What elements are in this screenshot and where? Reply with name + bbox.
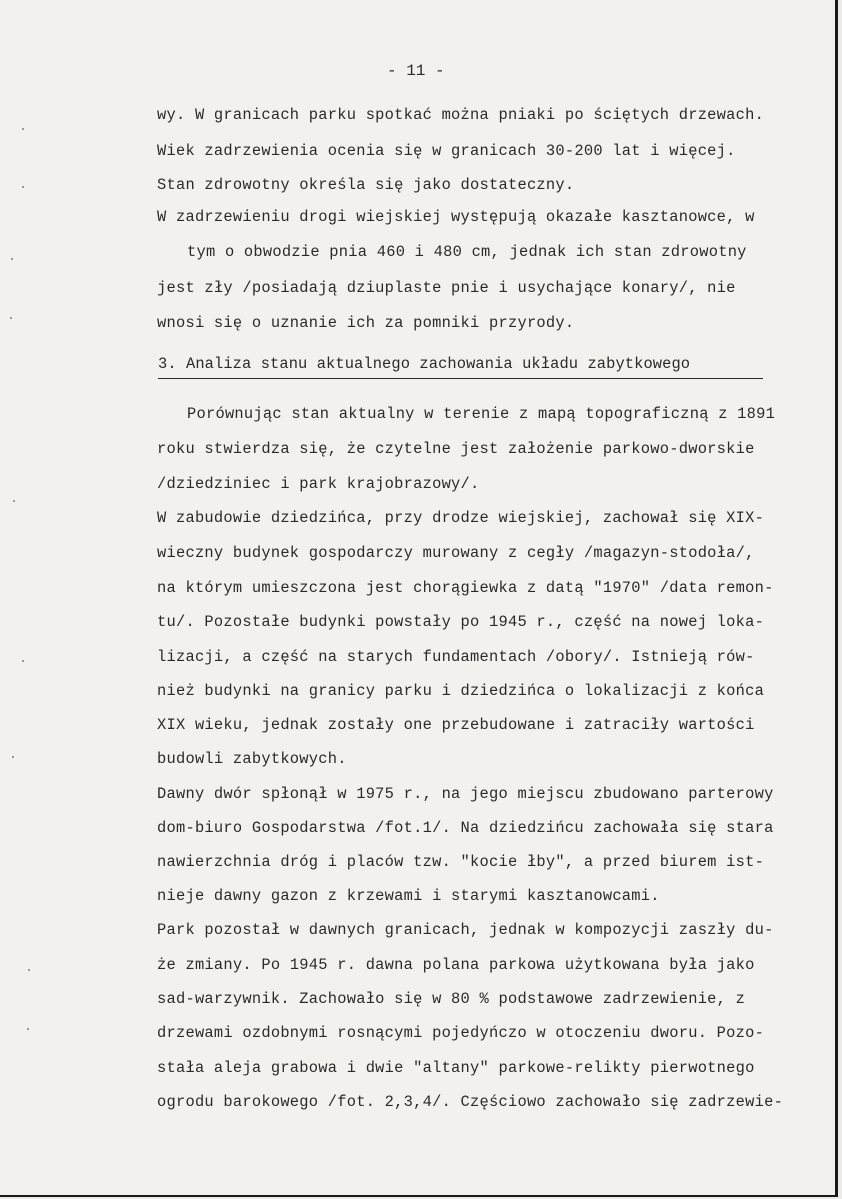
text-line: jest zły /posiadają dziuplaste pnie i usychające konary/, nie	[157, 279, 736, 297]
text-line: W zadrzewieniu drogi wiejskiej występują okazałe kasztanowce, w	[157, 208, 755, 226]
heading-underline	[158, 378, 763, 379]
page-number: - 11 -	[387, 62, 445, 80]
text-line: wnosi się o uznanie ich za pomniki przyrody.	[157, 314, 575, 332]
text-line: ogrodu barokowego /fot. 2,3,4/. Częściowo zachowało się zadrzewie-	[157, 1093, 784, 1111]
text-line: W zabudowie dziedzińca, przy drodze wiejskiej, zachował się XIX-	[157, 509, 765, 527]
text-line: drzewami ozdobnymi rosnącymi pojedyńczo w otoczeniu dworu. Pozo-	[157, 1024, 765, 1042]
scan-speck	[22, 186, 24, 188]
section-heading: 3. Analiza stanu aktualnego zachowania układu zabytkowego	[158, 355, 691, 373]
scan-speck	[10, 317, 12, 319]
text-line: Stan zdrowotny określa się jako dostateczny.	[157, 176, 575, 194]
scan-speck	[22, 660, 24, 662]
text-line: Wiek zadrzewienia ocenia się w granicach 30-200 lat i więcej.	[157, 142, 736, 160]
scan-speck	[11, 258, 13, 260]
scan-speck	[12, 756, 14, 758]
text-line: stała aleja grabowa i dwie "altany" parkowe-relikty pierwotnego	[157, 1059, 755, 1077]
text-line: na którym umieszczona jest chorągiewka z datą "1970" /data remon-	[157, 579, 774, 597]
scan-speck	[13, 500, 15, 502]
text-line: wy. W granicach parku spotkać można pniaki po ściętych drzewach.	[157, 106, 765, 124]
text-line: tym o obwodzie pnia 460 i 480 cm, jednak ich stan zdrowotny	[187, 243, 747, 261]
text-line: dom-biuro Gospodarstwa /fot.1/. Na dziedzińcu zachowała się stara	[157, 819, 774, 837]
text-line: Porównując stan aktualny w terenie z mapą topograficzną z 1891	[187, 405, 776, 423]
scan-speck	[28, 969, 30, 971]
text-line: nież budynki na granicy parku i dziedzińca o lokalizacji z końca	[157, 682, 765, 700]
text-line: że zmiany. Po 1945 r. dawna polana parkowa użytkowana była jako	[157, 956, 755, 974]
scan-speck	[22, 128, 24, 130]
text-line: /dziedziniec i park krajobrazowy/.	[157, 475, 480, 493]
text-line: sad-warzywnik. Zachowało się w 80 % podstawowe zadrzewienie, z	[157, 990, 746, 1008]
text-line: nieje dawny gazon z krzewami i starymi kasztanowcami.	[157, 887, 660, 905]
text-line: Park pozostał w dawnych granicach, jednak w kompozycji zaszły du-	[157, 921, 774, 939]
text-line: XIX wieku, jednak zostały one przebudowane i zatraciły wartości	[157, 716, 755, 734]
text-line: Dawny dwór spłonął w 1975 r., na jego miejscu zbudowano parterowy	[157, 785, 774, 803]
scan-speck	[27, 1028, 29, 1030]
text-line: tu/. Pozostałe budynki powstały po 1945 r., część na nowej loka-	[157, 613, 765, 631]
text-line: nawierzchnia dróg i placów tzw. "kocie łby", a przed biurem ist-	[157, 853, 765, 871]
text-line: budowli zabytkowych.	[157, 750, 347, 768]
text-line: lizacji, a część na starych fundamentach /obory/. Istnieją rów-	[157, 648, 755, 666]
text-line: roku stwierdza się, że czytelne jest założenie parkowo-dworskie	[157, 440, 755, 458]
text-line: wieczny budynek gospodarczy murowany z cegły /magazyn-stodoła/,	[157, 544, 755, 562]
